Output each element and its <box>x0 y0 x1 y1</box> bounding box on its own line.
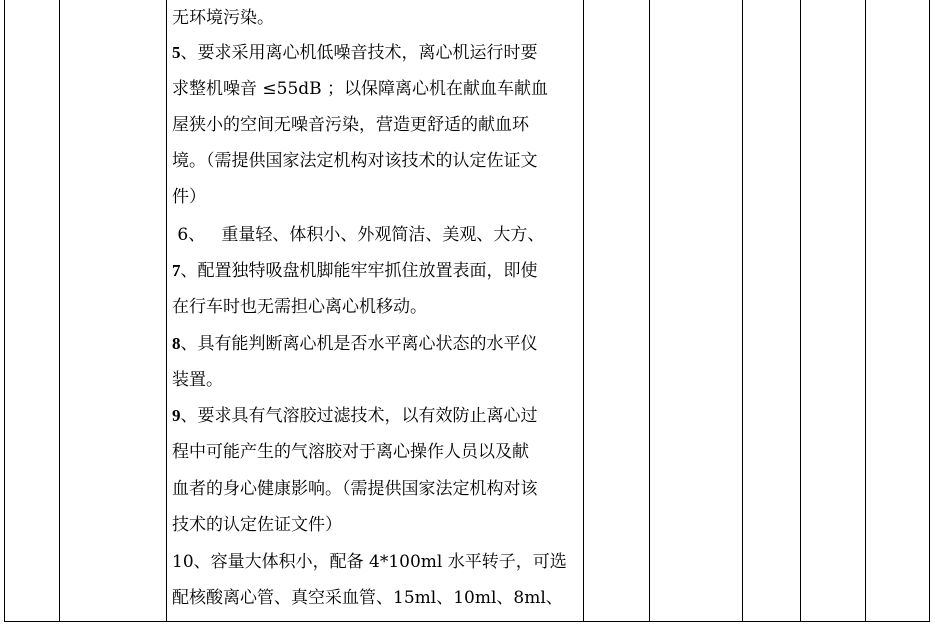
column-divider <box>166 0 167 622</box>
text-line: 10、容量大体积小，配备 4*100ml 水平转子，可选 <box>172 552 567 572</box>
column-divider <box>59 0 60 622</box>
column-divider <box>800 0 801 622</box>
column-divider <box>865 0 866 622</box>
text-line: 件） <box>172 187 206 207</box>
text-line: 9、要求具有气溶胶过滤技术，以有效防止离心过 <box>172 406 538 426</box>
column-divider <box>583 0 584 622</box>
text-line: 屋狭小的空间无噪音污染，营造更舒适的献血环 <box>172 115 529 135</box>
text-line: 8、具有能判断离心机是否水平离心状态的水平仪 <box>172 334 538 354</box>
text-line: 无环境污染。 <box>172 8 274 28</box>
text-line: 装置。 <box>172 370 223 390</box>
text-line: 血者的身心健康影响。（需提供国家法定机构对该 <box>172 479 538 499</box>
text-line: 境。（需提供国家法定机构对该技术的认定佐证文 <box>172 151 538 171</box>
table-border-bottom <box>4 621 930 622</box>
text-line: 程中可能产生的气溶胶对于离心操作人员以及献 <box>172 442 529 462</box>
column-divider <box>742 0 743 622</box>
text-line: 在行车时也无需担心离心机移动。 <box>172 297 427 317</box>
table-border-right <box>929 0 930 622</box>
text-line: 5、要求采用离心机低噪音技术，离心机运行时要 <box>172 43 538 63</box>
table-border-left <box>4 0 5 622</box>
text-line: 技术的认定佐证文件） <box>172 515 342 535</box>
text-line: 7、配置独特吸盘机脚能牢牢抓住放置表面，即使 <box>172 261 538 281</box>
text-line: 求整机噪音 ≤55dB ；以保障离心机在献血车献血 <box>172 79 549 99</box>
text-line: 配核酸离心管、真空采血管、15ml、10ml、8ml、 <box>172 588 563 608</box>
column-divider <box>649 0 650 622</box>
text-line: 6、 重量轻、体积小、外观简洁、美观、大方、 <box>172 225 545 245</box>
